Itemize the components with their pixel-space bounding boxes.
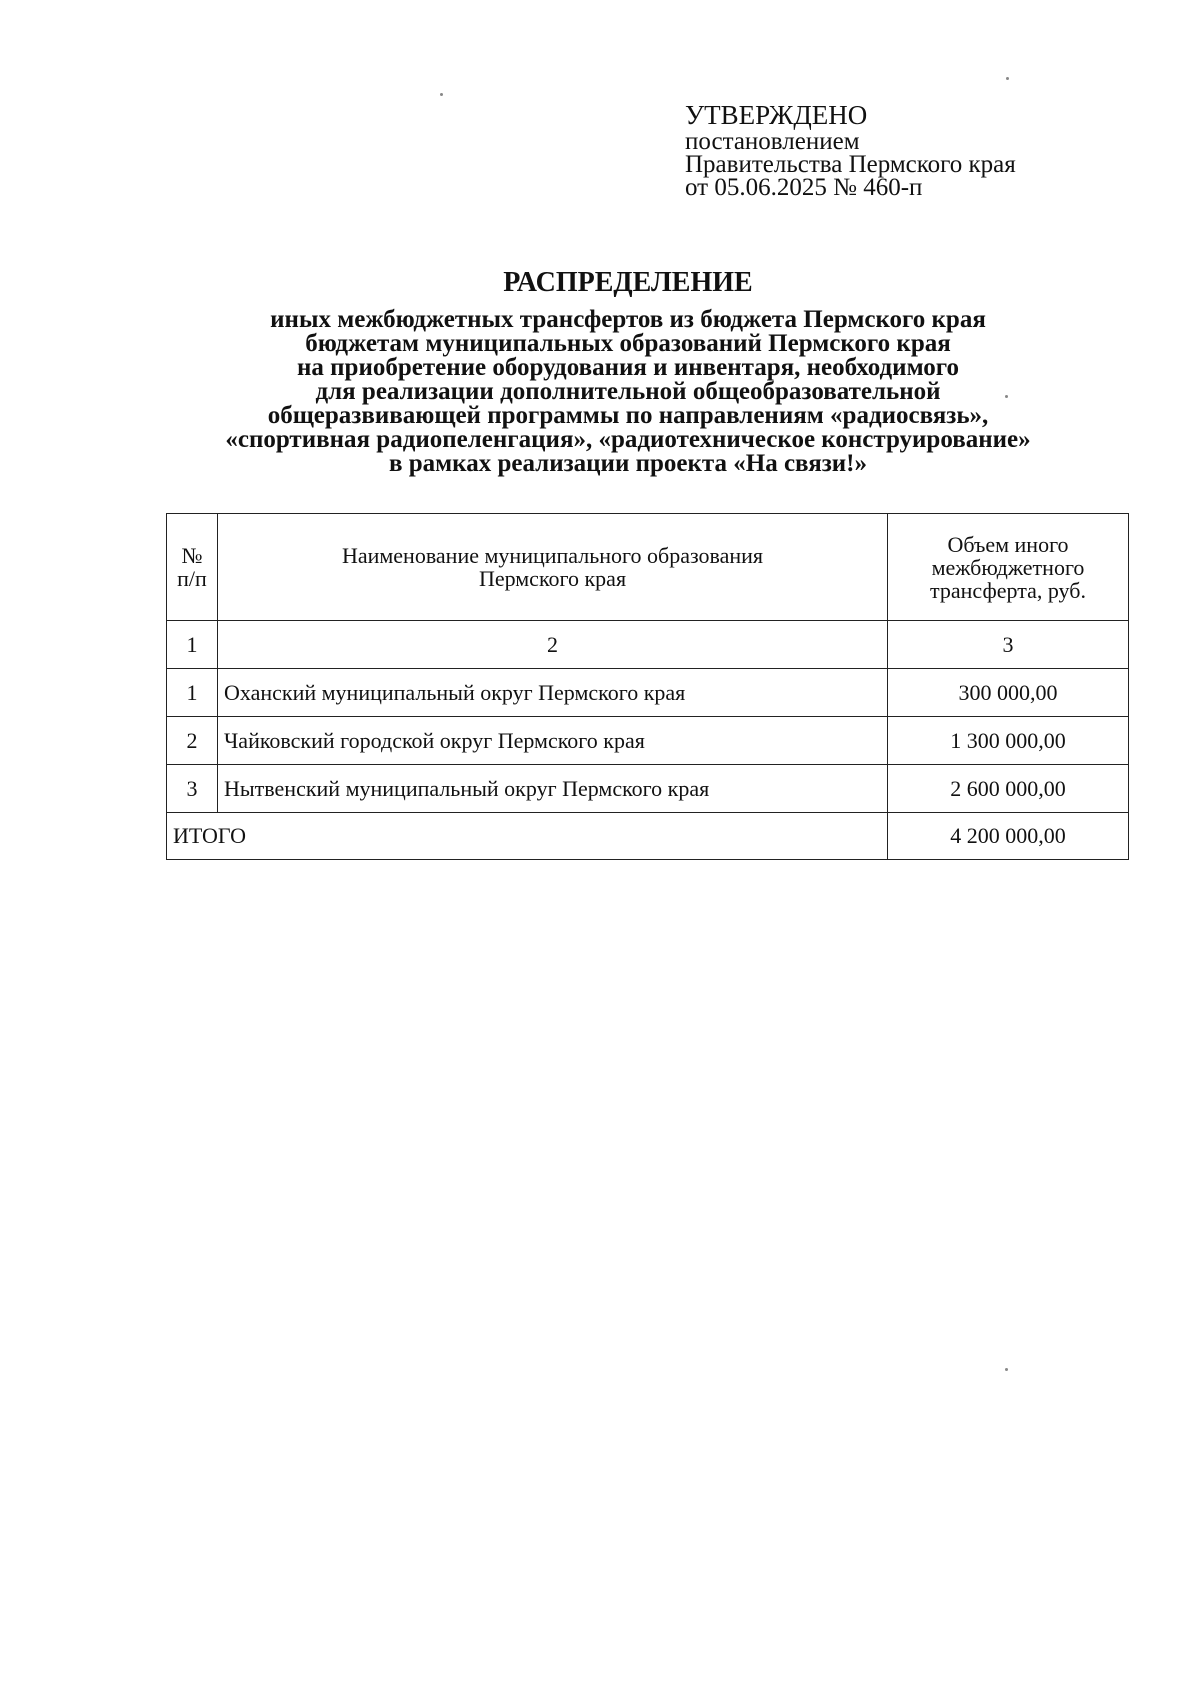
column-number-cell: 3	[888, 621, 1129, 669]
document-subtitle-line: в рамках реализации проекта «На связи!»	[388, 450, 868, 477]
row-number-cell: 3	[167, 765, 218, 813]
document-subtitle-line: бюджетам муниципальных образований Пермского края	[305, 330, 951, 357]
approval-title: УТВЕРЖДЕНО	[685, 100, 868, 130]
municipality-cell: Нытвенский муниципальный округ Пермского края	[218, 765, 888, 813]
header-amount-line: трансферта, руб.	[930, 577, 1086, 603]
distribution-table	[166, 513, 1129, 860]
scan-speck	[1006, 77, 1009, 80]
header-number-line: №	[181, 543, 203, 568]
scan-speck	[1005, 395, 1008, 398]
header-municipality	[218, 514, 888, 621]
municipality-cell: Чайковский городской округ Пермского края	[218, 717, 888, 765]
column-number-cell: 1	[167, 621, 218, 669]
header-amount-line: межбюджетного	[931, 554, 1085, 580]
table-row	[167, 669, 1129, 717]
document-subtitle-line: на приобретение оборудования и инвентаря, необходимого	[296, 354, 959, 381]
document-title: РАСПРЕДЕЛЕНИЕ	[503, 267, 753, 298]
amount-cell: 1 300 000,00	[888, 717, 1129, 765]
amount-cell: 300 000,00	[888, 669, 1129, 717]
table-header-row	[167, 514, 1129, 621]
document-heading	[0, 266, 1200, 476]
scan-speck	[1005, 1368, 1008, 1371]
document-subtitle-line: «спортивная радиопеленгация», «радиотехническое конструирование»	[225, 426, 1031, 453]
approval-line: постановлением	[685, 128, 860, 155]
header-municipality-line: Пермского края	[478, 566, 627, 591]
header-number-line: п/п	[177, 566, 207, 591]
approval-date-number: от 05.06.2025 № 460-п	[685, 174, 923, 201]
header-municipality-line: Наименование муниципального образования	[341, 543, 764, 568]
approval-stamp	[685, 101, 1016, 199]
header-amount-line: Объем иного	[947, 531, 1069, 557]
column-number-row	[167, 621, 1129, 669]
document-subtitle-line: для реализации дополнительной общеобразовательной	[315, 378, 941, 405]
document-subtitle-line: иных межбюджетных трансфертов из бюджета Пермского края	[270, 306, 986, 333]
approval-line: Правительства Пермского края	[685, 151, 1016, 178]
total-row	[167, 813, 1129, 860]
amount-cell: 2 600 000,00	[888, 765, 1129, 813]
row-number-cell: 1	[167, 669, 218, 717]
municipality-cell: Оханский муниципальный округ Пермского края	[218, 669, 888, 717]
document-subtitle-line: общеразвивающей программы по направлениям «радиосвязь»,	[267, 402, 989, 429]
total-amount: 4 200 000,00	[888, 813, 1129, 860]
column-number-cell: 2	[218, 621, 888, 669]
header-number	[167, 514, 218, 621]
scan-speck	[440, 93, 443, 96]
header-amount	[888, 514, 1129, 621]
total-label: ИТОГО	[167, 813, 888, 860]
row-number-cell: 2	[167, 717, 218, 765]
table-row	[167, 717, 1129, 765]
table-row	[167, 765, 1129, 813]
